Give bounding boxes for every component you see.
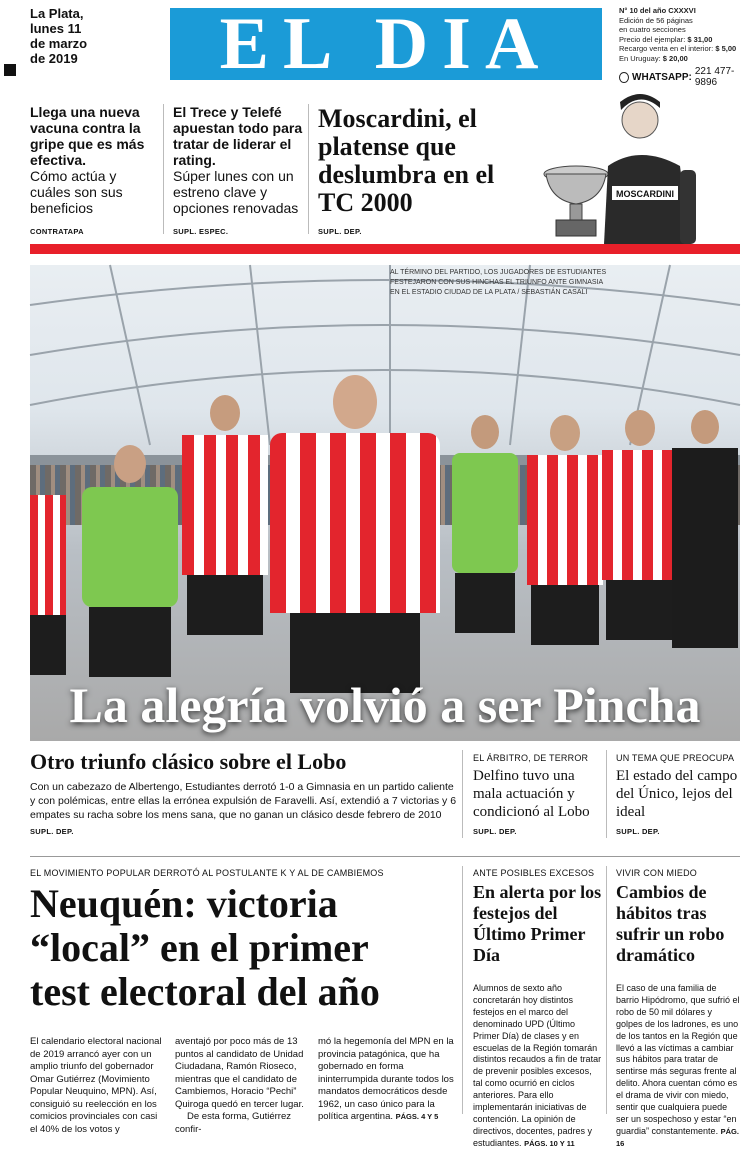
- column-divider: [462, 866, 463, 1114]
- fear-kicker: VIVIR CON MIEDO: [616, 868, 698, 878]
- column-divider: [606, 750, 607, 838]
- fear-title[interactable]: Cambios de hábitos tras sufrir un robo dramático: [616, 882, 725, 965]
- politics-col3: mó la hegemonía del MPN en la provincia patagónica, que ha gobernado en forma ininterrumpida durante todos los mandatos democráticos desde 1962, un caso único para la política argentina. PÁGS. 4 Y 5: [318, 1036, 454, 1122]
- politics-title[interactable]: Neuquén: victoria “local” en el primer test electoral del año: [30, 881, 380, 1014]
- teaser-vaccine[interactable]: Llega una nueva vacuna contra la gripe que es más efectiva. Cómo actúa y cuáles son sus beneficios: [30, 104, 145, 216]
- edition-info: N° 10 del año CXXXVI Edición de 56 páginas en cuatro secciones Precio del ejemplar: $ 31,00 Recargo venta en el interior: $ 5,00 En Uruguay: $ 20,00: [619, 6, 737, 63]
- column-divider: [308, 104, 309, 234]
- svg-text:MOSCARDINI: MOSCARDINI: [616, 189, 674, 199]
- sports-main-section: SUPL. DEP.: [30, 827, 74, 836]
- sports-main-body: Con un cabezazo de Albertengo, Estudiantes derrotó 1-0 a Gimnasia en un partido caliente y con polémicas, entre ellas la errónea expulsión de Faravelli. Así, extendió a 7 victorias y 6 empates su racha sobre los mens sana, que no ganan un clásico desde febrero de 2010: [30, 781, 457, 821]
- main-headline[interactable]: La alegría volvió a ser Pincha: [69, 677, 701, 733]
- main-photo[interactable]: [30, 265, 740, 741]
- column-divider: [606, 866, 607, 1114]
- photo-caption: AL TÉRMINO DEL PARTIDO, LOS JUGADORES DE ESTUDIANTES FESTEJARON CON SUS HINCHAS EL TRIUNFO ANTE GIMNASIA EN EL ESTADIO CIUDAD DE LA PLATA / SEBASTIÁN CASALI: [390, 269, 607, 296]
- teaser-rating[interactable]: El Trece y Telefé apuestan todo para tratar de liderar el rating. Súper lunes con un estreno clave y opciones renovadas: [173, 104, 303, 216]
- politics-col2: aventajó por poco más de 13 puntos al candidato de Unidad Ciudadana, Ramón Rioseco, mientras que el candidato de Cambiemos, Horacio “Pechi” Quiroga quedó en tercer lugar. De esta forma, Gutiérrez confir-: [175, 1036, 304, 1135]
- sports-col3-section: SUPL. DEP.: [616, 827, 660, 836]
- alert-kicker: ANTE POSIBLES EXCESOS: [473, 868, 595, 878]
- trophy-icon: [544, 166, 608, 236]
- whatsapp-contact[interactable]: WHATSAPP: 221 477-9896: [619, 66, 750, 88]
- feature-section: SUPL. DEP.: [318, 227, 362, 236]
- sports-col3-text[interactable]: El estado del campo del Único, lejos del ideal: [616, 768, 738, 820]
- sports-col2-section: SUPL. DEP.: [473, 827, 517, 836]
- column-divider: [462, 750, 463, 838]
- sports-col2-kicker: EL ÁRBITRO, DE TERROR: [473, 753, 589, 763]
- sports-main-title[interactable]: Otro triunfo clásico sobre el Lobo: [30, 749, 347, 774]
- sports-col2-text[interactable]: Delfino tuvo una mala actuación y condicionó al Lobo: [473, 768, 590, 820]
- politics-kicker: EL MOVIMIENTO POPULAR DERROTÓ AL POSTULANTE K Y AL DE CAMBIEMOS: [30, 868, 384, 878]
- square-marker: [4, 64, 16, 76]
- teaser-vaccine-section: CONTRATAPA: [30, 227, 84, 236]
- column-divider: [163, 104, 164, 234]
- driver-figure: [604, 94, 696, 244]
- fear-body: El caso de una familia de barrio Hipódromo, que sufrió el robo de 50 mil dólares y golpes de los ladrones, es uno de los tantos en la Región que llevó a las víctimas a cambiar sus hábitos para tratar de sentirse más seguras frente al delito. Ahora cuentan cómo es el drama de vivir con miedo, sentir que cualquiera puede ser un sospechoso y estar “en guardia” constantemente. PÁG. 16: [616, 983, 740, 1148]
- feature-title[interactable]: Moscardini, el platense que deslumbra en el TC 2000: [318, 104, 495, 217]
- politics-col1: El calendario electoral nacional de 2019 arrancó ayer con un amplio triunfo del gobernador Omar Gutiérrez (Movimiento Popular Neuquino, MPN). Así, consiguió su reelección en los comicios provinciales con casi el 40% de los votos y: [30, 1036, 162, 1135]
- accent-bar: [30, 244, 740, 254]
- alert-title[interactable]: En alerta por los festejos del Último Primer Día: [473, 882, 602, 965]
- whatsapp-icon: [619, 72, 629, 83]
- edition-date: La Plata, lunes 11 de marzo de 2019: [30, 6, 88, 66]
- newspaper-logo[interactable]: EL DIA: [170, 8, 602, 80]
- driver-photo: [520, 82, 720, 244]
- alert-body: Alumnos de sexto año concretarán hoy distintos festejos en el marco del denominado UPD (Último Primer Día) de clases y en escuelas de la Región tomarán distintos recaudos a fin de tratar de prevenir posibles excesos, tal como ocurrió en ciclos anteriores. Para ello implementarán iniciativas de contención. La opinión de directivos, docentes, padres y estudiantes. PÁGS. 10 Y 11: [473, 983, 602, 1148]
- sports-col3-kicker: UN TEMA QUE PREOCUPA: [616, 753, 735, 763]
- section-rule: [30, 856, 740, 857]
- teaser-rating-section: SUPL. ESPEC.: [173, 227, 229, 236]
